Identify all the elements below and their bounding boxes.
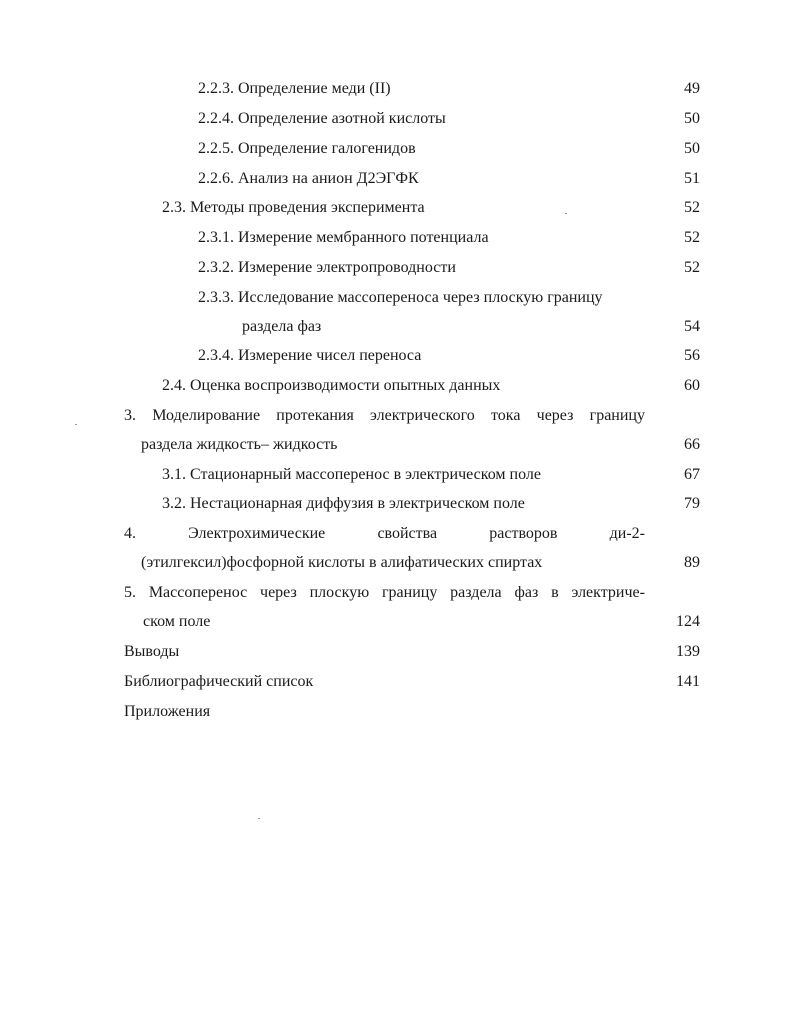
toc-page-number: 56	[684, 347, 700, 364]
toc-entry-2-2-6	[198, 168, 419, 190]
toc-title-word: границу	[589, 407, 645, 424]
toc-entry-3-1	[162, 464, 541, 486]
toc-title-continuation: раздела фаз	[242, 318, 322, 335]
toc-title-word: свойства	[377, 525, 438, 542]
toc-title: Оценка воспроизводимости опытных данных	[190, 377, 501, 394]
toc-title-word: в	[551, 584, 559, 601]
toc-title-word: Моделирование	[152, 407, 261, 424]
toc-page-number: 51	[684, 170, 700, 187]
toc-page-number: 52	[684, 199, 700, 216]
toc-title-word: протекания	[276, 407, 354, 424]
toc-title: Исследование массопереноса через плоскую границу	[238, 289, 603, 306]
toc-entry-2-2-4	[198, 108, 446, 130]
toc-title-continuation: (этилгексил)фосфорной кислоты в алифатических спиртах	[141, 554, 543, 571]
toc-number: 2.3.3.	[198, 289, 234, 306]
toc-number: 2.2.5.	[198, 140, 234, 157]
toc-number: 3.2.	[162, 495, 186, 512]
toc-title-word: тока	[491, 407, 521, 424]
toc-page-number: 66	[684, 436, 700, 453]
toc-number: 2.3.2.	[198, 259, 234, 276]
toc-title-word: фаз	[514, 584, 539, 601]
toc-number: 4.	[124, 525, 136, 542]
toc-title: Измерение электропроводности	[238, 259, 456, 276]
scan-speck	[565, 213, 567, 214]
toc-title: Определение меди (II)	[238, 80, 391, 97]
toc-title-word: через	[260, 584, 297, 601]
toc-title-word: ди-2-	[609, 525, 645, 542]
toc-entry-2-3-3	[198, 287, 603, 309]
toc-title: Методы проведения эксперимента	[190, 199, 425, 216]
toc-title-word: электриче-	[571, 584, 645, 601]
toc-entry-2-2-3	[198, 78, 391, 100]
toc-title: Нестационарная диффузия в электрическом поле	[190, 495, 525, 512]
toc-page-number: 60	[684, 377, 700, 394]
toc-page-number: 54	[684, 318, 700, 335]
toc-page-number: 52	[684, 229, 700, 246]
toc-title-word: через	[536, 407, 574, 424]
toc-entry-2-3-2	[198, 257, 456, 279]
toc-entry-bibliography: Библиографический список	[124, 673, 314, 690]
toc-entry-2-3-1	[198, 227, 489, 249]
toc-number: 5.	[124, 584, 136, 601]
toc-entry-2-3	[162, 197, 425, 219]
toc-title: Анализ на анион Д2ЭГФК	[238, 170, 419, 187]
toc-title-word: растворов	[489, 525, 558, 542]
toc-title-word: электрического	[370, 407, 475, 424]
toc-title-continuation: раздела жидкость– жидкость	[141, 436, 338, 453]
toc-title: Измерение чисел переноса	[238, 347, 422, 364]
toc-number: 2.4.	[162, 377, 186, 394]
toc-entry-3	[124, 405, 645, 427]
toc-title-word: плоскую	[309, 584, 370, 601]
toc-title-word: границу	[381, 584, 438, 601]
toc-entry-2-2-5	[198, 138, 416, 160]
toc-page-number: 50	[684, 140, 700, 157]
toc-page-number: 50	[684, 110, 700, 127]
toc-entry-2-3-4	[198, 345, 421, 367]
toc-page-number: 67	[684, 466, 700, 483]
toc-entry-3-2	[162, 493, 525, 515]
toc-page-number: 124	[676, 613, 700, 630]
toc-title-word: Электрохимические	[188, 525, 326, 542]
toc-page-number: 139	[676, 643, 700, 660]
scan-speck	[75, 424, 77, 425]
toc-page-number: 49	[684, 80, 700, 97]
toc-title-word: Массоперенос	[148, 584, 248, 601]
toc-page-number: 79	[684, 495, 700, 512]
toc-title-continuation: ском поле	[143, 613, 211, 630]
toc-number: 2.2.3.	[198, 80, 234, 97]
toc-page-number: 52	[684, 259, 700, 276]
toc-entry-appendices: Приложения	[124, 703, 211, 720]
toc-entry-5	[124, 582, 645, 604]
toc-number: 2.3.	[162, 199, 186, 216]
toc-title: Стационарный массоперенос в электрическом поле	[190, 466, 541, 483]
scan-speck	[258, 818, 260, 819]
toc-title: Определение азотной кислоты	[238, 110, 446, 127]
toc-title: Определение галогенидов	[238, 140, 416, 157]
toc-entry-2-4	[162, 375, 500, 397]
toc-number: 2.3.1.	[198, 229, 234, 246]
toc-entry-4	[124, 523, 645, 545]
toc-title-word: раздела	[450, 584, 502, 601]
toc-number: 2.2.6.	[198, 170, 234, 187]
toc-page-number: 89	[684, 554, 700, 571]
toc-number: 2.2.4.	[198, 110, 234, 127]
toc-number: 3.	[124, 407, 136, 424]
toc-entry-conclusions: Выводы	[124, 643, 180, 660]
toc-page-number: 141	[676, 673, 700, 690]
toc-number: 2.3.4.	[198, 347, 234, 364]
toc-title: Измерение мембранного потенциала	[238, 229, 489, 246]
toc-number: 3.1.	[162, 466, 186, 483]
